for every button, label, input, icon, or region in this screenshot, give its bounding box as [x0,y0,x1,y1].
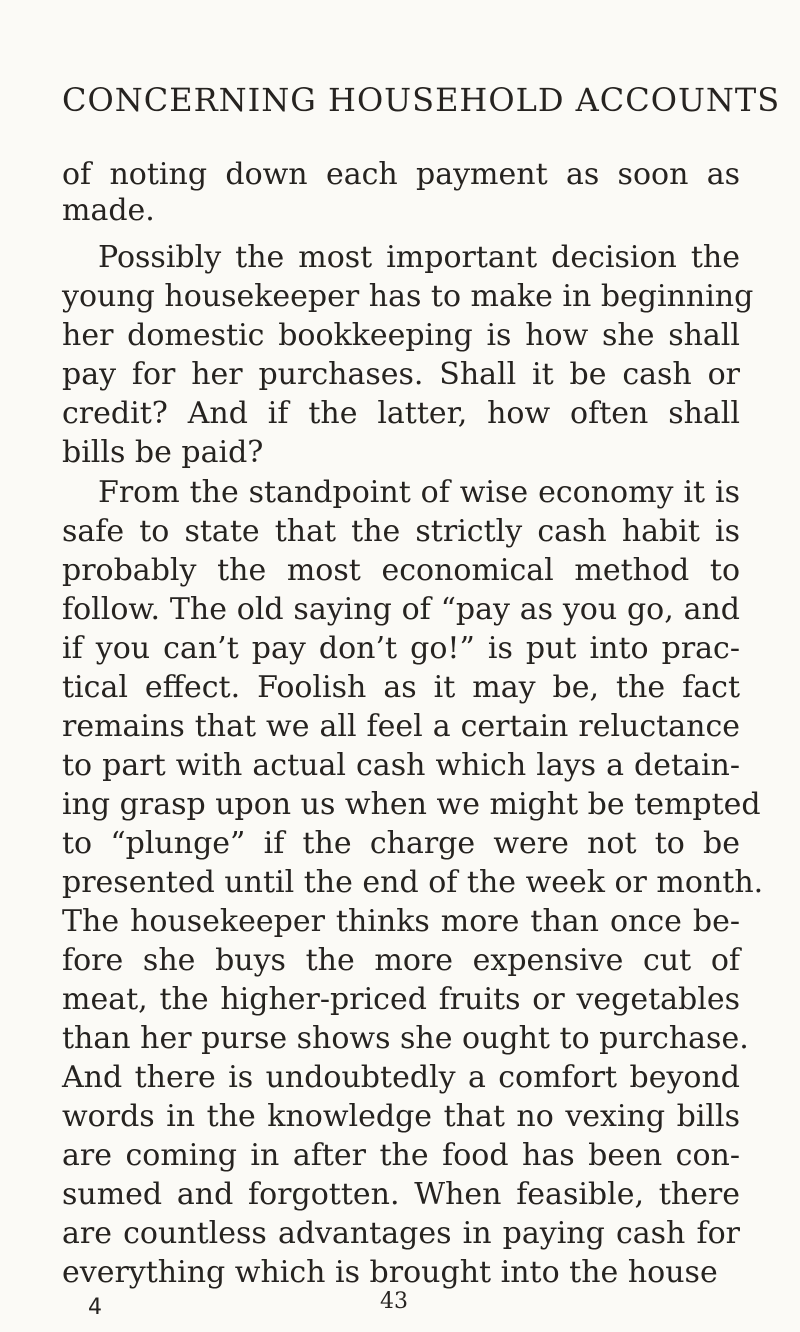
text-line: And there is undoubtedly a comfort beyond [62,1060,740,1095]
text-line: to part with actual cash which lays a detain- [62,748,740,783]
text-line: words in the knowledge that no vexing bills [62,1099,740,1134]
text-line: ing grasp upon us when we might be tempted [62,787,761,822]
text-line: follow. The old saying of “pay as you go, and [62,592,740,627]
text-line: sumed and forgotten. When feasible, there [62,1177,740,1212]
text-line: probably the most economical method to [62,553,740,588]
text-line: tical effect. Foolish as it may be, the fact [62,670,740,705]
text-line: her domestic bookkeeping is how she shall [62,318,740,353]
text-line: are coming in after the food has been con- [62,1138,740,1173]
text-line: fore she buys the more expensive cut of [62,943,740,978]
text-line: bills be paid? [62,435,264,470]
signature-mark: 4 [88,1295,102,1320]
page-number: 43 [380,1289,408,1314]
text-line: The housekeeper thinks more than once be- [62,904,740,939]
text-line: Possibly the most important decision the [98,240,740,275]
text-line: to “plunge” if the charge were not to be [62,826,740,861]
text-line: safe to state that the strictly cash habit is [62,514,740,549]
text-line: credit? And if the latter, how often shall [62,396,740,431]
text-line: of noting down each payment as soon as [62,157,740,192]
text-line: remains that we all feel a certain reluctance [62,709,740,744]
text-line: than her purse shows she ought to purchase. [62,1021,749,1056]
text-line: are countless advantages in paying cash for [62,1216,740,1251]
text-line: made. [62,193,155,228]
text-line: meat, the higher-priced fruits or vegetables [62,982,740,1017]
text-line: pay for her purchases. Shall it be cash or [62,357,740,392]
text-line: if you can’t pay don’t go!” is put into prac- [62,631,740,666]
running-head: CONCERNING HOUSEHOLD ACCOUNTS [62,81,781,119]
text-line: From the standpoint of wise economy it is [98,475,740,510]
text-line: everything which is brought into the house [62,1255,718,1290]
text-line: presented until the end of the week or month. [62,865,764,900]
text-line: young housekeeper has to make in beginning [62,279,754,314]
